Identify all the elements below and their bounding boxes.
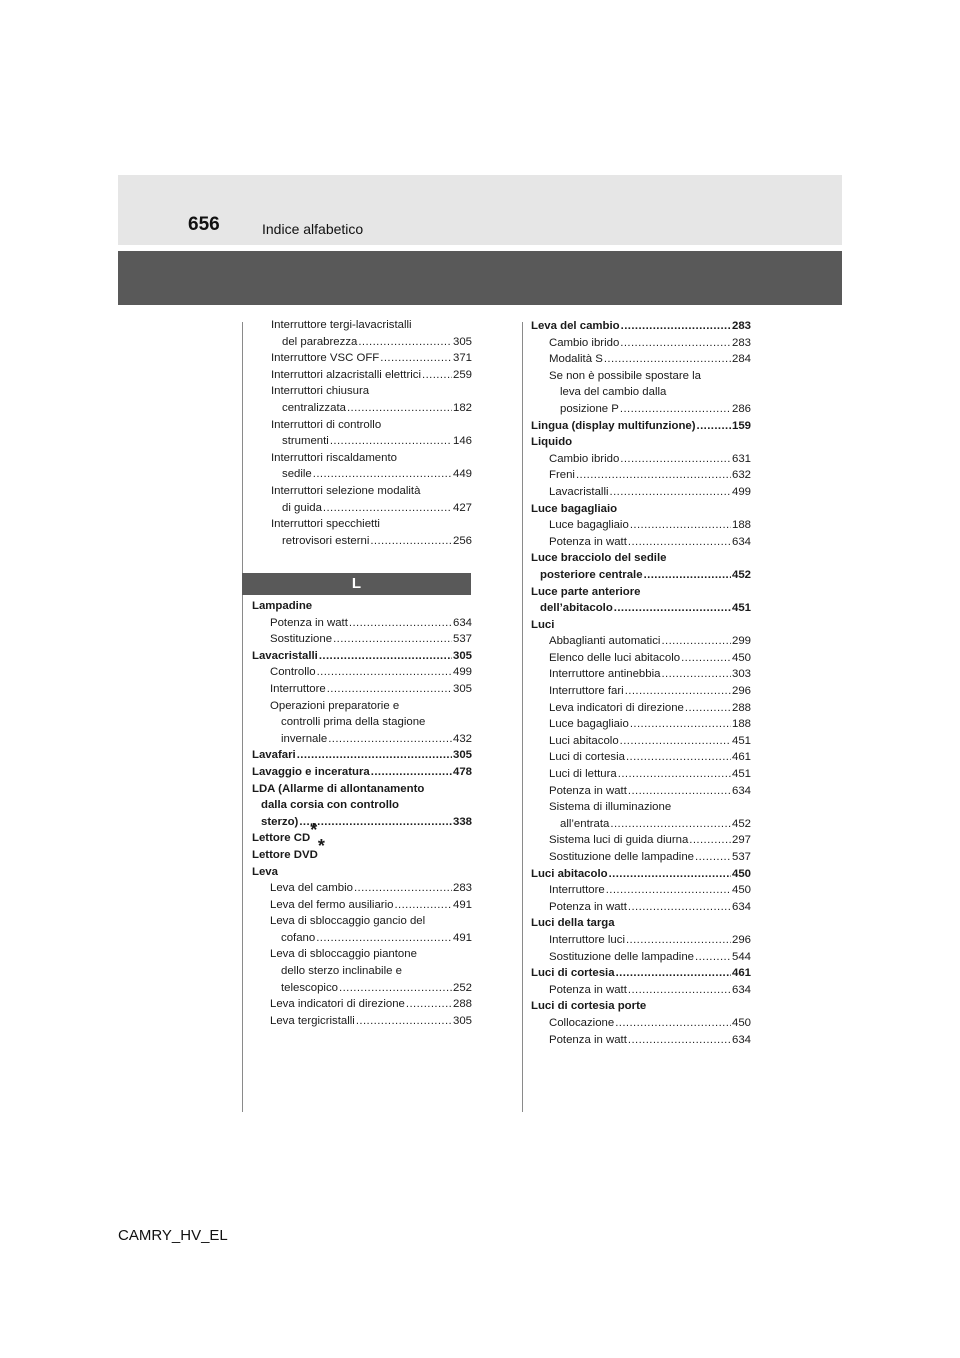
index-entry bbox=[531, 401, 751, 418]
index-entry bbox=[531, 982, 751, 999]
dot-leader bbox=[615, 1015, 731, 1032]
dot-leader bbox=[422, 367, 452, 384]
page-reference: 450 bbox=[731, 867, 751, 880]
index-entry bbox=[531, 318, 751, 335]
index-entry bbox=[271, 367, 472, 384]
entry-text: Leva indicatori di direzione bbox=[549, 701, 684, 714]
index-entry bbox=[252, 980, 472, 997]
index-entry bbox=[531, 965, 751, 982]
index-entry bbox=[271, 533, 472, 550]
dot-leader bbox=[317, 664, 452, 681]
index-entry bbox=[271, 500, 472, 517]
dot-leader bbox=[358, 334, 452, 351]
index-heading bbox=[252, 797, 472, 814]
page-reference: 259 bbox=[452, 368, 472, 381]
index-entry bbox=[531, 451, 751, 468]
page-reference: 449 bbox=[452, 468, 472, 481]
dot-leader bbox=[328, 731, 452, 748]
page-reference: 432 bbox=[452, 732, 472, 745]
entry-text: Interruttore bbox=[549, 884, 605, 897]
dot-leader bbox=[356, 1013, 452, 1030]
dot-leader bbox=[609, 866, 731, 883]
entry-text: Luci bbox=[531, 618, 555, 631]
index-heading bbox=[252, 864, 472, 881]
entry-text: Collocazione bbox=[549, 1016, 615, 1029]
page-reference: 283 bbox=[452, 882, 472, 895]
index-entry bbox=[252, 930, 472, 947]
entry-text: di guida bbox=[282, 501, 322, 514]
dot-leader bbox=[394, 897, 452, 914]
index-entry bbox=[531, 484, 751, 501]
entry-text: Luce parte anteriore bbox=[531, 585, 641, 598]
index-entry bbox=[531, 666, 751, 683]
index-heading bbox=[531, 584, 751, 601]
entry-text: Interruttore tergi-lavacristalli bbox=[271, 319, 412, 331]
page-reference: 450 bbox=[731, 651, 751, 664]
dot-leader bbox=[616, 965, 731, 982]
page-reference: 537 bbox=[731, 851, 751, 863]
dot-leader bbox=[339, 980, 452, 997]
entry-text: Leva del cambio bbox=[531, 320, 620, 332]
page-reference: 634 bbox=[731, 784, 751, 797]
entry-text: Abbaglianti automatici bbox=[549, 635, 661, 648]
entry-text: strumenti bbox=[282, 435, 329, 448]
entry-text: Luce bagagliaio bbox=[531, 502, 618, 515]
dot-leader bbox=[625, 683, 731, 700]
entry-text: Potenza in watt bbox=[549, 535, 627, 548]
entry-text: Leva del fermo ausiliario bbox=[270, 898, 394, 911]
entry-text: Lingua (display multifunzione) bbox=[531, 419, 696, 432]
index-entry bbox=[252, 897, 472, 914]
section-title: Indice alfabetico bbox=[262, 221, 364, 237]
dot-leader bbox=[327, 681, 452, 698]
entry-text: Interruttori di controllo bbox=[271, 418, 382, 431]
index-heading bbox=[531, 915, 751, 932]
letter-section-header: L bbox=[242, 573, 471, 595]
entry-text: Freni bbox=[549, 469, 575, 482]
index-heading bbox=[271, 317, 472, 334]
page-reference: 182 bbox=[452, 401, 472, 414]
page-reference: 632 bbox=[731, 469, 751, 482]
dot-leader bbox=[681, 650, 731, 667]
entry-text: Interruttore bbox=[270, 682, 326, 695]
entry-text: dell’abitacolo bbox=[540, 602, 613, 615]
dot-leader bbox=[299, 814, 452, 831]
entry-text: Lavaggio e inceratura bbox=[252, 765, 370, 778]
entry-text: Luci di lettura bbox=[549, 768, 617, 781]
entry-text: Interruttore VSC OFF bbox=[271, 352, 380, 365]
index-entry bbox=[531, 600, 751, 617]
page-reference: 634 bbox=[731, 900, 751, 913]
page-reference: 451 bbox=[731, 734, 751, 747]
page-reference: 188 bbox=[731, 519, 751, 532]
dot-leader bbox=[630, 716, 731, 733]
page-reference: 537 bbox=[452, 633, 472, 646]
entry-text: Interruttori specchietti bbox=[271, 518, 380, 531]
page-reference: 544 bbox=[731, 950, 751, 963]
entry-text: cofano bbox=[281, 931, 316, 944]
entry-text: Lettore CD bbox=[252, 832, 311, 845]
index-entry bbox=[271, 466, 472, 483]
dot-leader bbox=[316, 930, 452, 947]
index-entry bbox=[531, 899, 751, 916]
entry-text: dalla corsia con controllo bbox=[261, 799, 399, 812]
entry-text: Luci della targa bbox=[531, 917, 615, 930]
page-reference: 305 bbox=[452, 335, 472, 348]
index-heading bbox=[531, 617, 751, 634]
entry-text: Interruttore luci bbox=[549, 933, 625, 946]
dot-leader bbox=[661, 666, 731, 683]
index-entry bbox=[531, 517, 751, 534]
index-entry bbox=[531, 700, 751, 717]
dot-leader bbox=[614, 600, 731, 617]
index-heading bbox=[531, 799, 751, 816]
dot-leader bbox=[610, 816, 731, 833]
entry-text: Interruttore fari bbox=[549, 685, 624, 698]
index-heading bbox=[531, 368, 751, 385]
index-entry bbox=[531, 849, 751, 866]
dot-leader bbox=[330, 433, 452, 450]
page-reference: 283 bbox=[731, 336, 751, 349]
entry-text: dello sterzo inclinabile e bbox=[281, 965, 402, 978]
index-heading bbox=[252, 963, 472, 980]
page-reference: 283 bbox=[731, 320, 751, 332]
entry-text: all’entrata bbox=[560, 817, 610, 830]
dot-leader bbox=[621, 318, 731, 335]
entry-text: posizione P bbox=[560, 402, 619, 415]
entry-text: sedile bbox=[282, 468, 312, 481]
dot-leader bbox=[576, 467, 731, 484]
page-reference: 452 bbox=[731, 568, 751, 581]
entry-text: Luce bracciolo del sedile bbox=[531, 552, 667, 565]
index-entry bbox=[252, 764, 472, 781]
index-entry bbox=[531, 683, 751, 700]
entry-text: Interruttori selezione modalità bbox=[271, 484, 421, 497]
entry-text: Lavacristalli bbox=[252, 649, 318, 662]
page-reference: 338 bbox=[452, 815, 472, 828]
index-entry bbox=[252, 731, 472, 748]
index-entry bbox=[531, 1015, 751, 1032]
entry-text: Sostituzione delle lampadine bbox=[549, 851, 695, 863]
page-reference: 634 bbox=[452, 616, 472, 629]
header-dark-bar bbox=[118, 251, 842, 305]
entry-text: Luce bagagliaio bbox=[549, 718, 629, 731]
page-reference: 256 bbox=[452, 534, 472, 547]
index-entry bbox=[271, 400, 472, 417]
entry-text: Luci abitacolo bbox=[549, 734, 619, 747]
dot-leader bbox=[620, 451, 731, 468]
index-entry bbox=[531, 816, 751, 833]
dot-leader bbox=[628, 1032, 731, 1049]
dot-leader bbox=[297, 747, 452, 764]
index-heading bbox=[252, 598, 472, 615]
page-reference: 288 bbox=[731, 701, 751, 714]
index-heading bbox=[271, 450, 472, 467]
index-entry bbox=[252, 631, 472, 648]
index-entry bbox=[252, 615, 472, 632]
dot-leader bbox=[630, 517, 731, 534]
page-reference: 305 bbox=[452, 749, 472, 762]
page-reference: 146 bbox=[452, 435, 472, 448]
entry-text: Potenza in watt bbox=[549, 983, 627, 996]
entry-text: invernale bbox=[281, 732, 328, 745]
dot-leader bbox=[689, 832, 731, 849]
index-entry bbox=[531, 866, 751, 883]
entry-text: Leva di sbloccaggio gancio del bbox=[270, 915, 426, 928]
index-entry bbox=[271, 350, 472, 367]
index-entry bbox=[252, 1013, 472, 1030]
dot-leader bbox=[628, 899, 731, 916]
entry-text: Leva di sbloccaggio piantone bbox=[270, 948, 417, 961]
entry-text: posteriore centrale bbox=[540, 568, 643, 581]
entry-text: Potenza in watt bbox=[549, 1033, 627, 1046]
entry-text: telescopico bbox=[281, 981, 338, 994]
index-right bbox=[531, 318, 751, 1048]
index-heading bbox=[531, 384, 751, 401]
entry-text: Potenza in watt bbox=[549, 900, 627, 913]
entry-text: Interruttori chiusura bbox=[271, 385, 370, 398]
entry-text: Luci di cortesia bbox=[531, 967, 615, 980]
index-entry bbox=[531, 766, 751, 783]
index-entry bbox=[252, 648, 472, 665]
index-heading bbox=[252, 698, 472, 715]
index-entry bbox=[252, 814, 472, 831]
page-reference: 305 bbox=[452, 1014, 472, 1027]
page-reference: 286 bbox=[731, 402, 751, 415]
dot-leader bbox=[406, 996, 452, 1013]
page-reference: 452 bbox=[731, 817, 751, 830]
entry-text: Lettore DVD bbox=[252, 848, 318, 861]
index-heading bbox=[252, 781, 472, 798]
index-entry bbox=[531, 882, 751, 899]
entry-text: Liquido bbox=[531, 436, 573, 449]
page-reference: 450 bbox=[731, 884, 751, 897]
entry-text: Potenza in watt bbox=[270, 616, 348, 629]
dot-leader bbox=[644, 567, 731, 584]
index-entry bbox=[271, 334, 472, 351]
entry-text: Interruttore antinebbia bbox=[549, 668, 661, 681]
index-entry bbox=[531, 932, 751, 949]
page-reference: 296 bbox=[731, 685, 751, 698]
entry-text: Operazioni preparatorie e bbox=[270, 699, 400, 712]
index-entry bbox=[271, 433, 472, 450]
header-band bbox=[118, 175, 842, 245]
document-code: CAMRY_HV_EL bbox=[118, 1227, 228, 1244]
entry-text: Interruttori alzacristalli elettrici bbox=[271, 368, 422, 381]
index-heading bbox=[531, 998, 751, 1015]
asterisk-icon: * bbox=[317, 836, 325, 857]
entry-text: Luci di cortesia bbox=[549, 751, 625, 764]
entry-text: Lampadine bbox=[252, 600, 313, 612]
dot-leader bbox=[628, 534, 731, 551]
entry-text: Modalità S bbox=[549, 353, 603, 366]
index-entry bbox=[252, 996, 472, 1013]
entry-text: Se non è possibile spostare la bbox=[549, 369, 701, 382]
index-left-top bbox=[271, 317, 472, 549]
entry-text: Interruttori riscaldamento bbox=[271, 451, 397, 464]
page-reference: 296 bbox=[731, 933, 751, 946]
right-column-rule bbox=[522, 322, 523, 1112]
entry-text: sterzo) bbox=[261, 815, 299, 828]
index-heading bbox=[531, 550, 751, 567]
index-entry bbox=[531, 567, 751, 584]
index-entry bbox=[531, 418, 751, 435]
left-column-rule bbox=[242, 322, 243, 1112]
index-entry bbox=[531, 467, 751, 484]
index-entry bbox=[531, 650, 751, 667]
index-heading bbox=[271, 417, 472, 434]
dot-leader bbox=[628, 982, 731, 999]
page-reference: 299 bbox=[731, 635, 751, 648]
page-reference: 451 bbox=[731, 602, 751, 615]
index-heading bbox=[252, 714, 472, 731]
index-left-bottom bbox=[252, 598, 472, 1029]
page-reference: 634 bbox=[731, 535, 751, 548]
index-entry bbox=[531, 633, 751, 650]
dot-leader bbox=[349, 615, 452, 632]
page-reference: 427 bbox=[452, 501, 472, 514]
page-reference: 305 bbox=[452, 682, 472, 695]
dot-leader bbox=[610, 484, 731, 501]
index-entry bbox=[252, 664, 472, 681]
page-reference: 491 bbox=[452, 898, 472, 911]
index-heading bbox=[271, 483, 472, 500]
index-entry bbox=[531, 832, 751, 849]
dot-leader bbox=[685, 700, 731, 717]
page-reference: 634 bbox=[731, 1033, 751, 1046]
dot-leader bbox=[626, 932, 731, 949]
index-entry bbox=[531, 716, 751, 733]
page-reference: 252 bbox=[452, 981, 472, 994]
page-reference: 478 bbox=[452, 765, 472, 778]
index-heading bbox=[271, 383, 472, 400]
page-reference: 451 bbox=[731, 768, 751, 781]
index-heading bbox=[252, 946, 472, 963]
page-reference: 461 bbox=[731, 751, 751, 764]
index-entry bbox=[531, 351, 751, 368]
index-entry bbox=[531, 749, 751, 766]
index-entry bbox=[252, 747, 472, 764]
dot-leader bbox=[695, 949, 731, 966]
page-reference: 450 bbox=[731, 1016, 751, 1029]
entry-text: Leva bbox=[252, 865, 278, 878]
index-entry bbox=[531, 733, 751, 750]
entry-text: Sistema luci di guida diurna bbox=[549, 834, 689, 847]
index-entry bbox=[531, 949, 751, 966]
page-reference: 188 bbox=[731, 718, 751, 731]
entry-text: Leva del cambio bbox=[270, 882, 353, 895]
dot-leader bbox=[697, 418, 731, 435]
entry-text: Sostituzione delle lampadine bbox=[549, 950, 695, 963]
entry-text: Cambio ibrido bbox=[549, 452, 620, 465]
entry-text: Lavafari bbox=[252, 749, 296, 762]
entry-text: LDA (Allarme di allontanamento bbox=[252, 782, 425, 795]
dot-leader bbox=[695, 849, 731, 866]
entry-text: centralizzata bbox=[282, 401, 346, 414]
index-entry bbox=[531, 534, 751, 551]
dot-leader bbox=[347, 400, 452, 417]
dot-leader bbox=[626, 749, 731, 766]
index-heading bbox=[531, 501, 751, 518]
dot-leader bbox=[313, 466, 452, 483]
entry-text: Elenco delle luci abitacolo bbox=[549, 651, 681, 664]
entry-text: Luci di cortesia porte bbox=[531, 1000, 647, 1013]
index-entry bbox=[531, 1032, 751, 1049]
dot-leader bbox=[604, 351, 731, 368]
index-heading bbox=[252, 913, 472, 930]
dot-leader bbox=[618, 766, 731, 783]
page-reference: 284 bbox=[731, 353, 751, 366]
entry-text: del parabrezza bbox=[282, 335, 358, 348]
asterisk-icon: * bbox=[310, 819, 318, 840]
page-reference: 305 bbox=[452, 649, 472, 662]
entry-text: Controllo bbox=[270, 666, 316, 679]
page-reference: 297 bbox=[731, 834, 751, 847]
page-reference: 634 bbox=[731, 983, 751, 996]
dot-leader bbox=[620, 401, 731, 418]
dot-leader bbox=[620, 733, 731, 750]
page-reference: 631 bbox=[731, 452, 751, 465]
page-reference: 288 bbox=[452, 998, 472, 1011]
entry-text: Potenza in watt bbox=[549, 784, 627, 797]
entry-text: leva del cambio dalla bbox=[560, 386, 667, 399]
page-reference: 371 bbox=[452, 352, 472, 365]
entry-text: Leva indicatori di direzione bbox=[270, 998, 405, 1011]
page-reference: 499 bbox=[452, 666, 472, 679]
dot-leader bbox=[371, 764, 452, 781]
entry-text: controlli prima della stagione bbox=[281, 716, 426, 729]
page-reference: 303 bbox=[731, 668, 751, 681]
index-heading bbox=[531, 434, 751, 451]
index-entry bbox=[252, 880, 472, 897]
page-reference: 159 bbox=[731, 419, 751, 432]
dot-leader bbox=[661, 633, 731, 650]
entry-text: Leva tergicristalli bbox=[270, 1014, 355, 1027]
dot-leader bbox=[354, 880, 452, 897]
entry-text: Luce bagagliaio bbox=[549, 519, 629, 532]
entry-text: Cambio ibrido bbox=[549, 336, 620, 349]
dot-leader bbox=[380, 350, 452, 367]
index-heading bbox=[271, 516, 472, 533]
entry-text: Luci abitacolo bbox=[531, 867, 608, 880]
page-reference: 499 bbox=[731, 485, 751, 498]
page-reference: 491 bbox=[452, 931, 472, 944]
page-reference: 461 bbox=[731, 967, 751, 980]
index-entry bbox=[252, 681, 472, 698]
dot-leader bbox=[606, 882, 731, 899]
dot-leader bbox=[620, 335, 731, 352]
entry-text: retrovisori esterni bbox=[282, 534, 370, 547]
index-entry bbox=[531, 335, 751, 352]
entry-text: Lavacristalli bbox=[549, 485, 609, 498]
index-entry bbox=[531, 783, 751, 800]
page-number: 656 bbox=[188, 214, 220, 235]
dot-leader bbox=[319, 648, 452, 665]
entry-text: Sistema di illuminazione bbox=[549, 801, 672, 814]
dot-leader bbox=[370, 533, 452, 550]
entry-text: Sostituzione bbox=[270, 633, 333, 646]
dot-leader bbox=[333, 631, 452, 648]
dot-leader bbox=[628, 783, 731, 800]
dot-leader bbox=[323, 500, 452, 517]
